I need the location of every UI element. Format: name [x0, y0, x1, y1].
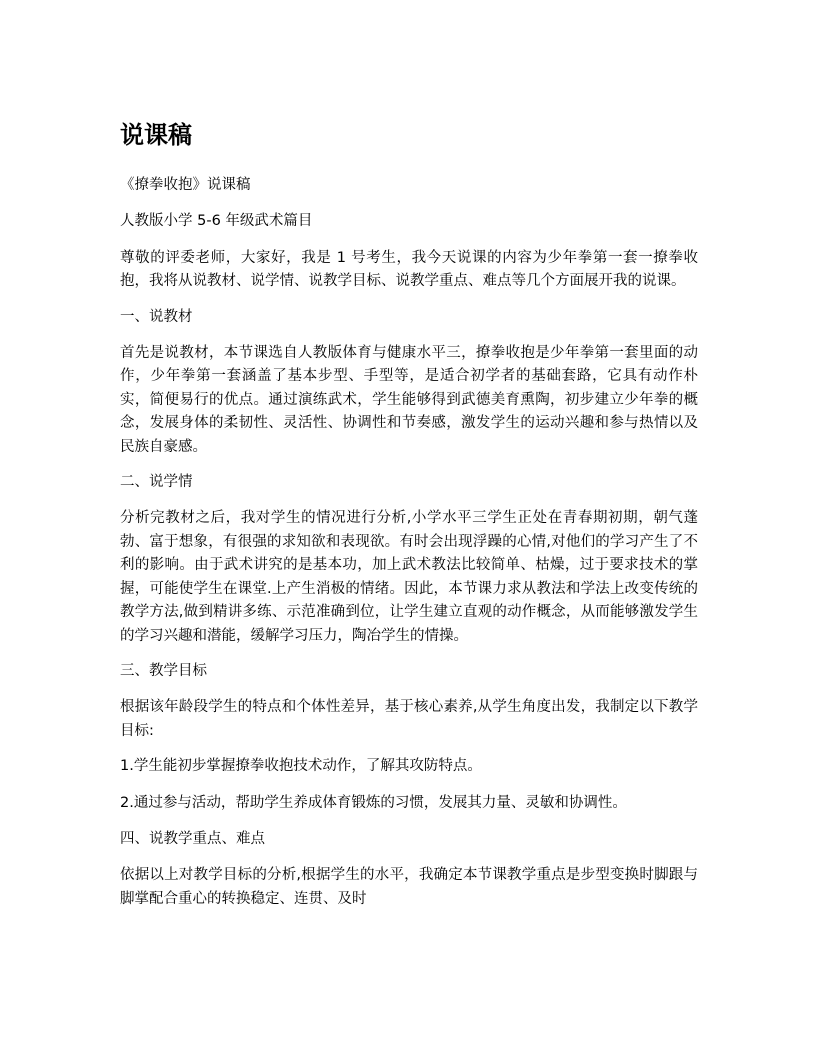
section-heading-textbook: 一、说教材 [120, 308, 193, 325]
intro-paragraph: 尊敬的评委老师，大家好，我是 1 号考生，我今天说课的内容为少年拳第一套一撩拳收抱，我将从说教材、说学情、说教学目标、说教学重点、难点等几个方面展开我的说课。 [120, 249, 698, 290]
objectives-intro-paragraph: 根据该年龄段学生的特点和个体性差异，基于核心素养,从学生角度出发，我制定以下教学目标: [120, 699, 698, 739]
students-paragraph: 分析完教材之后，我对学生的情况进行分析,小学水平三学生正处在青春期初期，朝气蓬勃、富于想象，有很强的求知欲和表现欲。有时会出现浮躁的心情,对他们的学习产生了不利的影响。由于武术讲究的是基本功，加上武术教法比较简单、枯燥，过于要求技术的掌握，可能使学生在课堂.上产生消极的情绪。因此，本节课力求从教法和学法上改变传统的教学方法,做到精讲多练、示范准确到位，让学生建立直观的动作概念，从而能够激发学生的学习兴趣和潜能，缓解学习压力，陶冶学生的情操。 [120, 510, 698, 644]
key-points-paragraph: 依据以上对教学目标的分析,根据学生的水平，我确定本节课教学重点是步型变换时脚跟与脚掌配合重心的转换稳定、连贯、及时 [120, 867, 698, 907]
objective-item-1: 1.学生能初步掌握撩拳收抱技术动作，了解其攻防特点。 [120, 758, 482, 775]
objective-item-2: 2.通过参与活动，帮助学生养成体育锻炼的习惯，发展其力量、灵敏和协调性。 [120, 794, 627, 811]
section-heading-objectives: 三、教学目标 [120, 662, 207, 679]
document-title: 说课稿 [120, 121, 192, 149]
section-heading-key-points: 四、说教学重点、难点 [120, 830, 265, 847]
lesson-title: 《撩拳收抱》说课稿 [120, 177, 251, 193]
document-page [120, 118, 698, 923]
textbook-paragraph: 首先是说教材，本节课选自人教版体育与健康水平三，撩拳收抱是少年拳第一套里面的动作，少年拳第一套涵盖了基本步型、手型等，是适合初学者的基础套路，它具有动作朴实，简便易行的优点。通过演练武术，学生能够得到武德美育熏陶，初步建立少年拳的概念，发展身体的柔韧性、灵活性、协调性和节奏感，激发学生的运动兴趣和参与热情以及民族自豪感。 [120, 345, 698, 455]
textbook-info: 人教版小学 5-6 年级武术篇目 [120, 213, 313, 230]
section-heading-students: 二、说学情 [120, 474, 193, 491]
